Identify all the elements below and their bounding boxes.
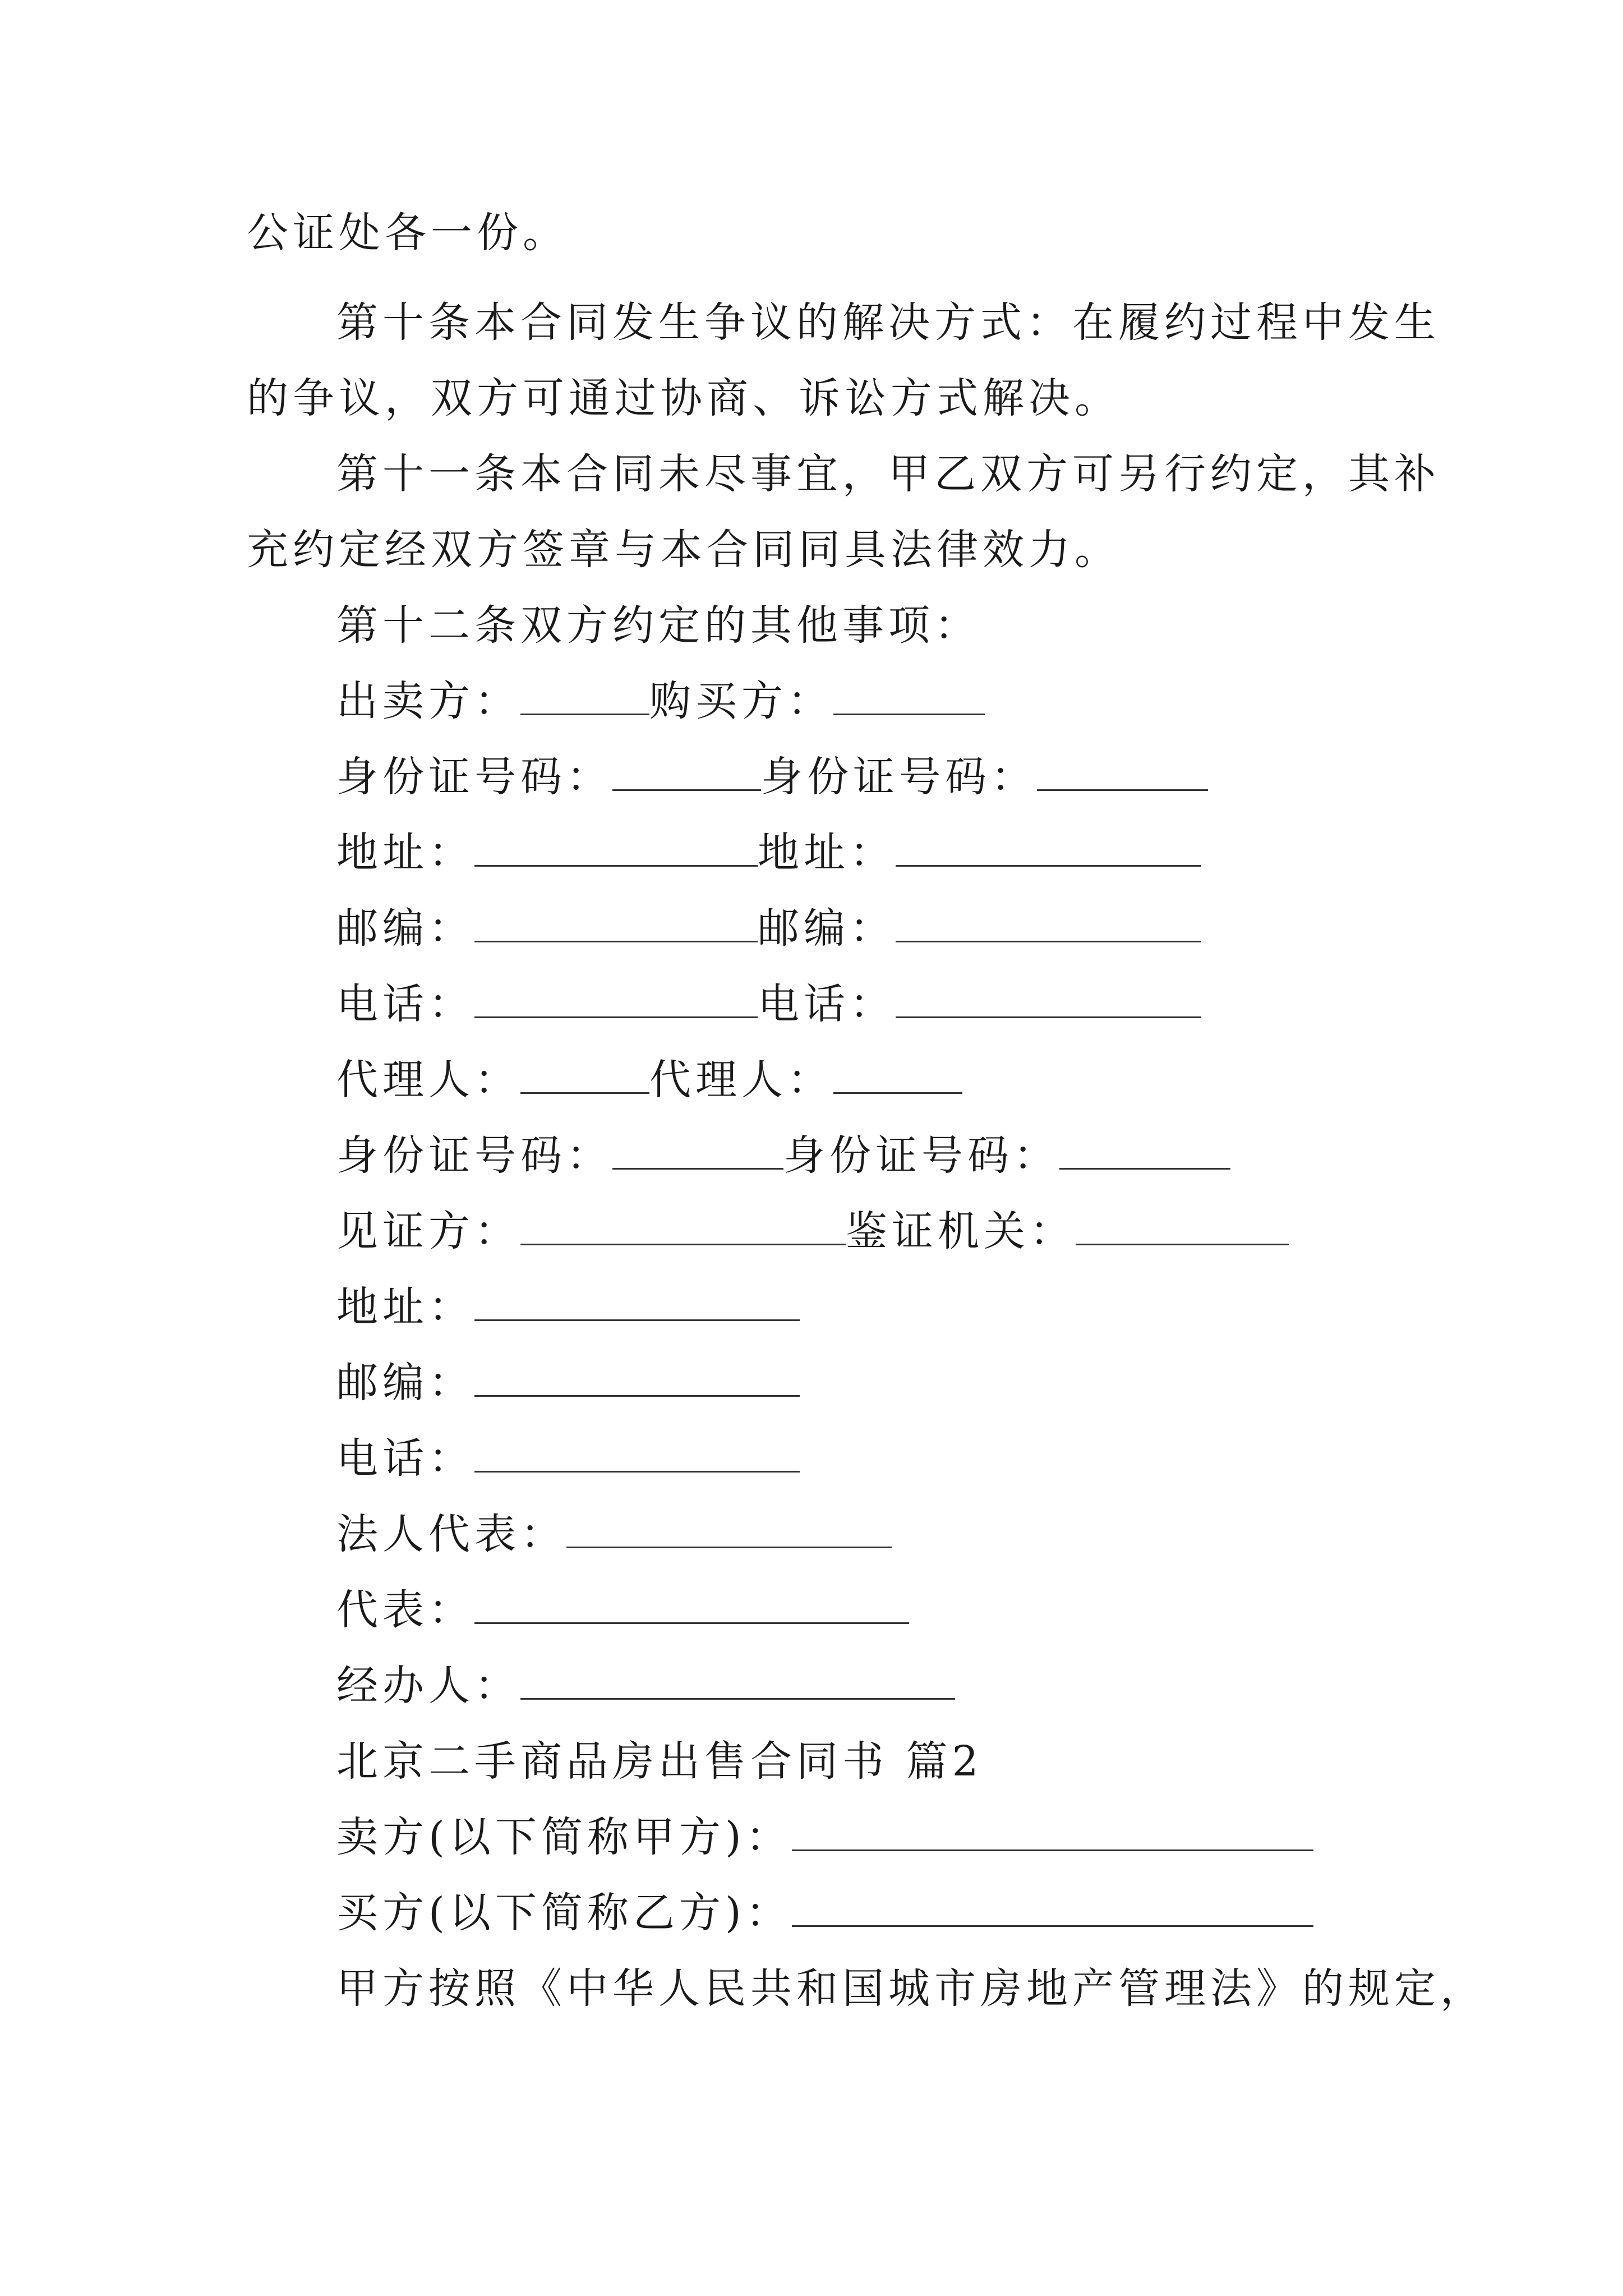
id-blank-a[interactable] (612, 752, 761, 791)
agent-label-b: 代理人： (649, 1056, 833, 1104)
seller-blank[interactable] (520, 677, 649, 715)
signature-row (336, 1355, 800, 1411)
id-label-b: 身份证号码： (761, 753, 1037, 801)
signature-row (336, 1128, 1230, 1184)
paragraph-line: 第十条本合同发生争议的解决方式：在履约过程中发生 (336, 298, 1440, 347)
paragraph-line: 甲方按照《中华人民共和国城市房地产管理法》的规定， (336, 1964, 1486, 2013)
authority-label: 鉴证机关： (846, 1207, 1076, 1255)
section2-seller-blank[interactable] (792, 1812, 1313, 1851)
signature-row (336, 900, 1201, 956)
witness-blank[interactable] (520, 1207, 846, 1245)
signature-row (336, 1203, 1289, 1259)
phone-label-a: 电话： (336, 980, 474, 1028)
signature-row (336, 1506, 892, 1562)
signature-row (336, 673, 985, 729)
section-title: 北京二手商品房出售合同书 篇2 (336, 1737, 983, 1786)
agent-blank-b[interactable] (833, 1055, 962, 1094)
postcode-label-a: 邮编： (336, 904, 474, 953)
handler-blank[interactable] (520, 1661, 955, 1700)
signature-row (336, 1430, 800, 1487)
signature-row (336, 1658, 955, 1714)
handler-label: 经办人： (336, 1662, 520, 1710)
witness-postcode-label: 邮编： (336, 1359, 474, 1407)
witness-address-blank[interactable] (474, 1282, 800, 1321)
agent-id-blank-a[interactable] (612, 1131, 783, 1170)
address-label-a: 地址： (336, 829, 474, 877)
agent-label-a: 代理人： (336, 1056, 520, 1104)
postcode-label-b: 邮编： (758, 904, 896, 953)
buyer-label: 购买方： (649, 677, 833, 725)
signature-row (336, 1052, 962, 1108)
signature-row (336, 1279, 800, 1335)
signature-row (336, 749, 1208, 805)
authority-blank[interactable] (1076, 1207, 1289, 1245)
rep-blank[interactable] (474, 1585, 909, 1624)
id-label-a: 身份证号码： (336, 753, 612, 801)
witness-address-label: 地址： (336, 1283, 474, 1331)
phone-blank-a[interactable] (474, 979, 758, 1018)
signature-row (336, 1582, 909, 1638)
witness-postcode-blank[interactable] (474, 1358, 800, 1397)
witness-phone-blank[interactable] (474, 1434, 800, 1473)
phone-blank-b[interactable] (896, 979, 1201, 1018)
agent-id-label-b: 身份证号码： (783, 1131, 1059, 1180)
phone-label-b: 电话： (758, 980, 896, 1028)
paragraph-line: 的争议，双方可通过协商、诉讼方式解决。 (247, 374, 1121, 422)
witness-label: 见证方： (336, 1207, 520, 1255)
signature-row (336, 1809, 1313, 1865)
section2-buyer-label: 买方(以下简称乙方)： (336, 1889, 792, 1937)
signature-row (336, 825, 1201, 881)
postcode-blank-b[interactable] (896, 904, 1201, 942)
paragraph-line: 第十一条本合同未尽事宜，甲乙双方可另行约定，其补 (336, 450, 1440, 498)
section2-seller-label: 卖方(以下简称甲方)： (336, 1813, 792, 1861)
rep-label: 代表： (336, 1586, 474, 1634)
buyer-blank[interactable] (833, 677, 985, 715)
witness-phone-label: 电话： (336, 1434, 474, 1483)
agent-id-blank-b[interactable] (1059, 1131, 1230, 1170)
paragraph-line: 充约定经双方签章与本合同同具法律效力。 (247, 526, 1121, 574)
address-blank-a[interactable] (474, 828, 758, 867)
legal-rep-blank[interactable] (566, 1510, 892, 1548)
address-blank-b[interactable] (896, 828, 1201, 867)
id-blank-b[interactable] (1037, 752, 1208, 791)
seller-label: 出卖方： (336, 677, 520, 725)
section2-buyer-blank[interactable] (792, 1888, 1313, 1927)
paragraph-line: 公证处各一份。 (247, 209, 569, 257)
address-label-b: 地址： (758, 829, 896, 877)
legal-rep-label: 法人代表： (336, 1510, 566, 1558)
agent-id-label-a: 身份证号码： (336, 1131, 612, 1180)
paragraph-line: 第十二条双方约定的其他事项： (336, 601, 980, 650)
signature-row (336, 1885, 1313, 1941)
signature-row (336, 976, 1201, 1032)
agent-blank-a[interactable] (520, 1055, 649, 1094)
postcode-blank-a[interactable] (474, 904, 758, 942)
